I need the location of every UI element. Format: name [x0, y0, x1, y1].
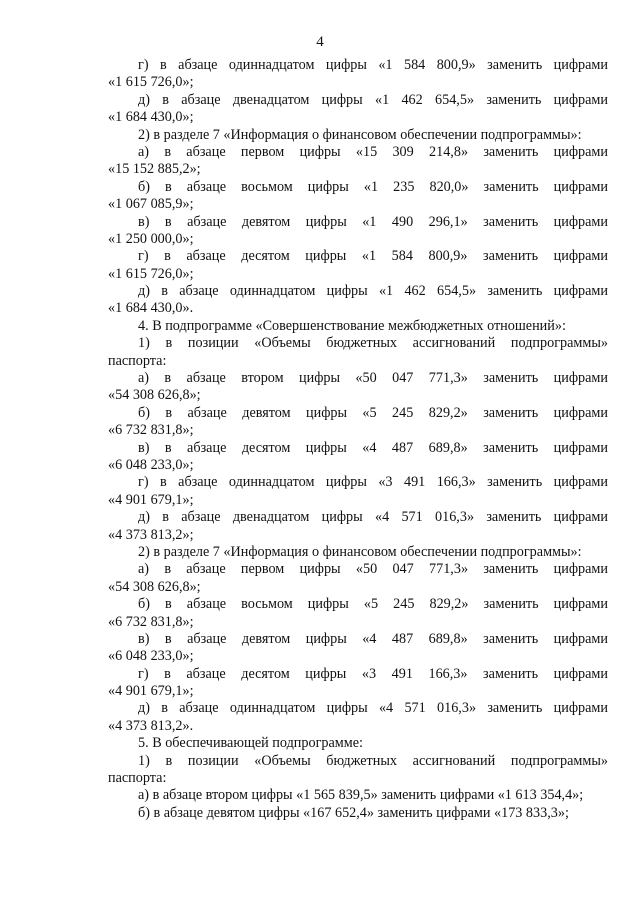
text-line: б) в абзаце девятом цифры «5 245 829,2» заменить цифрами: [138, 404, 608, 421]
text-line: в) в абзаце девятом цифры «1 490 296,1» заменить цифрами: [138, 213, 608, 230]
text-line: б) в абзаце восьмом цифры «5 245 829,2» заменить цифрами: [138, 596, 608, 613]
text-line: 2) в разделе 7 «Информация о финансовом обеспечении подпрограммы»:: [138, 126, 582, 143]
text-line: а) в абзаце втором цифры «1 565 839,5» заменить цифрами «1 613 354,4»;: [138, 787, 584, 804]
document-body: [108, 57, 608, 822]
text-line: «1 615 726,0»;: [108, 74, 194, 91]
text-line: «1 067 085,9»;: [108, 196, 194, 213]
text-line: «4 373 813,2».: [108, 717, 194, 734]
text-line: паспорта:: [108, 352, 167, 369]
text-line: а) в абзаце втором цифры «50 047 771,3» заменить цифрами: [138, 370, 608, 387]
text-line: в) в абзаце девятом цифры «4 487 689,8» заменить цифрами: [138, 630, 608, 647]
text-line: «1 684 430,0».: [108, 300, 194, 317]
text-line: 1) в позиции «Объемы бюджетных ассигнований подпрограммы»: [138, 335, 608, 352]
text-line: в) в абзаце десятом цифры «4 487 689,8» заменить цифрами: [138, 439, 608, 456]
text-line: г) в абзаце десятом цифры «3 491 166,3» заменить цифрами: [138, 665, 608, 682]
text-line: «54 308 626,8»;: [108, 387, 201, 404]
text-line: 5. В обеспечивающей подпрограмме:: [138, 735, 363, 752]
text-line: «6 732 831,8»;: [108, 613, 194, 630]
text-line: «1 684 430,0»;: [108, 109, 194, 126]
text-line: паспорта:: [108, 770, 167, 787]
text-line: «4 373 813,2»;: [108, 526, 194, 543]
text-line: «54 308 626,8»;: [108, 578, 201, 595]
text-line: 4. В подпрограмме «Совершенствование межбюджетных отношений»:: [138, 317, 566, 334]
text-line: «15 152 885,2»;: [108, 161, 201, 178]
text-line: г) в абзаце одиннадцатом цифры «1 584 800,9» заменить цифрами: [138, 57, 608, 73]
text-line: 1) в позиции «Объемы бюджетных ассигнований подпрограммы»: [138, 752, 608, 769]
text-line: «4 901 679,1»;: [108, 683, 194, 700]
text-line: «4 901 679,1»;: [108, 491, 194, 508]
text-line: д) в абзаце одиннадцатом цифры «4 571 016,3» заменить цифрами: [138, 700, 608, 717]
text-line: б) в абзаце восьмом цифры «1 235 820,0» заменить цифрами: [138, 178, 608, 195]
text-line: д) в абзаце двенадцатом цифры «4 571 016,3» заменить цифрами: [138, 509, 608, 526]
text-line: «6 048 233,0»;: [108, 456, 194, 473]
text-line: «1 250 000,0»;: [108, 230, 194, 247]
text-line: г) в абзаце одиннадцатом цифры «3 491 166,3» заменить цифрами: [138, 474, 608, 491]
text-line: «1 615 726,0»;: [108, 265, 194, 282]
text-line: 2) в разделе 7 «Информация о финансовом обеспечении подпрограммы»:: [138, 543, 582, 560]
text-line: «6 048 233,0»;: [108, 648, 194, 665]
text-line: д) в абзаце одиннадцатом цифры «1 462 654,5» заменить цифрами: [138, 283, 608, 300]
text-line: а) в абзаце первом цифры «50 047 771,3» заменить цифрами: [138, 561, 608, 578]
text-line: б) в абзаце девятом цифры «167 652,4» заменить цифрами «173 833,3»;: [138, 804, 569, 821]
text-line: а) в абзаце первом цифры «15 309 214,8» заменить цифрами: [138, 143, 608, 160]
page-number: 4: [316, 34, 324, 50]
text-line: г) в абзаце десятом цифры «1 584 800,9» заменить цифрами: [138, 248, 608, 265]
text-line: д) в абзаце двенадцатом цифры «1 462 654,5» заменить цифрами: [138, 91, 608, 108]
text-line: «6 732 831,8»;: [108, 422, 194, 439]
